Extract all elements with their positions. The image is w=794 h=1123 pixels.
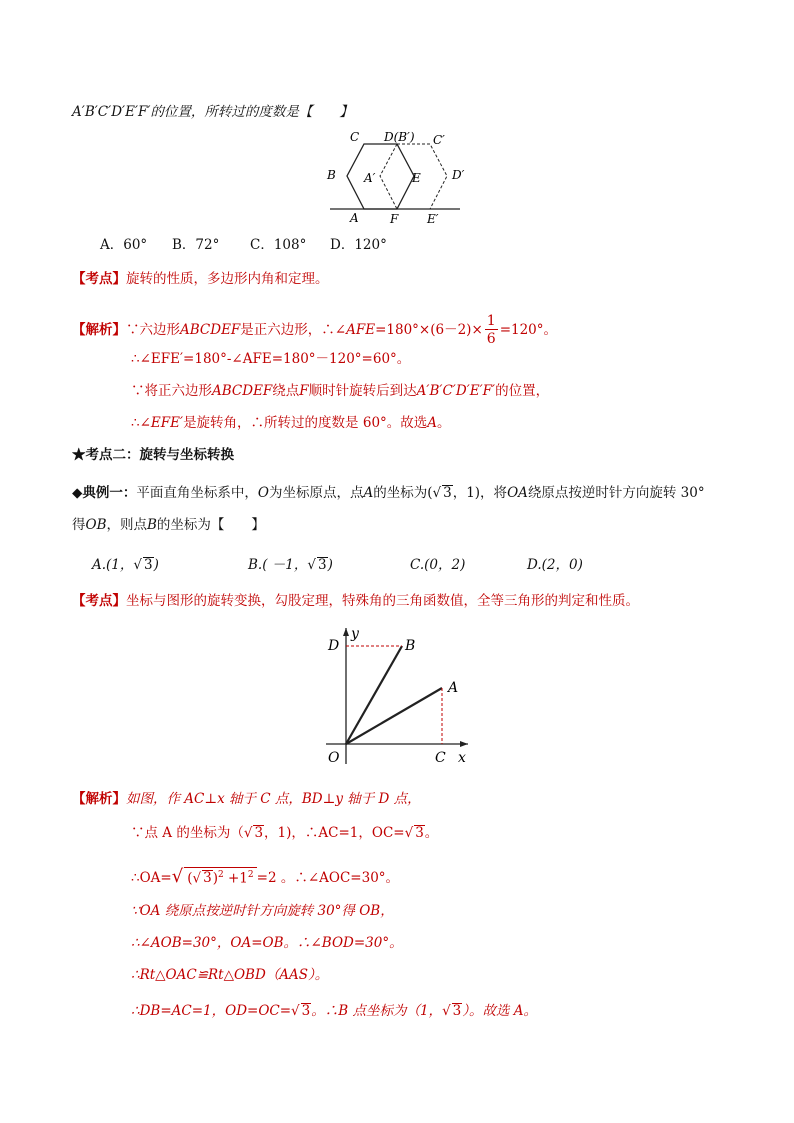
label-B: B (327, 168, 336, 182)
label-E: E (412, 171, 421, 185)
q2-option-b: B.( －1，√ 3) (248, 557, 333, 573)
q1-jiexi-line2: ∴∠EFE′=180°-∠AFE=180°－120°=60°。 (131, 351, 411, 367)
q2-jiexi-line3: ∴OA=√ (√ $3)^2 +1^2 =2$ 。∴∠AOC=30°。 (131, 866, 400, 887)
q1-option-a: A．60° (100, 237, 148, 253)
q1-jiexi-line1: 【解析】∵六边形ABCDEF是正六边形，∴∠AFE=180°×(6－2)× $\frac{1}{6}$ =120°。 (72, 313, 558, 347)
q2-jiexi-line5: ∴∠AOB=30°，OA=OB。∴∠BOD=30°。 (131, 935, 403, 951)
q2-jiexi-line7: ∴DB=AC=1，OD=OC=√ 3。∴B 点坐标为（1，√ 3）。故选 A。 (131, 1003, 538, 1019)
axis-label-y: y (351, 626, 359, 642)
label-A: A (350, 211, 359, 225)
axis-label-x: x (458, 750, 466, 766)
q1-kaodian: 【考点】旋转的性质，多边形内角和定理。 (72, 271, 329, 287)
q1-jiexi-line3: ∵将正六边形ABCDEF绕点F顺时针旋转后到达A′B′C′D′E′F′的位置， (131, 383, 550, 399)
q2-jiexi-line4: ∵OA 绕原点按逆时针方向旋转 30°得 OB， (131, 903, 394, 919)
q2-jiexi-line2: ∵点 A 的坐标为（√ 3，1)，∴AC=1，OC=√ 3。 (131, 825, 439, 841)
q2-option-a: A.(1，√ 3) (92, 557, 159, 573)
label-D: D(B′) (384, 130, 415, 144)
q2-option-d: D.(2，0) (527, 557, 583, 573)
q2-stem-line1: ◆典例一：平面直角坐标系中，O为坐标原点，点A的坐标为(√ 3，1)，将OA绕原点按逆时针方向旋转 30° (72, 485, 705, 501)
section2-heading: ★考点二：旋转与坐标转换 (72, 447, 234, 463)
q1-jiexi-line4: ∴∠EFE′是旋转角，∴所转过的度数是 60°。故选A。 (131, 415, 451, 431)
label-Ep: E′ (427, 212, 439, 226)
label-Ap: A′ (364, 171, 376, 185)
q2-stem-line2: 得OB，则点B的坐标为【 】 (72, 517, 265, 533)
label-Dp: D′ (452, 168, 465, 182)
label-C-coord: C (435, 750, 446, 766)
hexagon-rotation-figure (320, 126, 470, 230)
label-O-coord: O (328, 750, 340, 766)
q1-option-d: D．120° (330, 237, 387, 253)
q2-jiexi-line6: ∴Rt△OAC≌Rt△OBD（AAS）。 (131, 967, 329, 983)
fraction-one-sixth: $\frac{1}{6}$ (486, 313, 496, 347)
coordinate-rotation-figure (318, 622, 478, 772)
label-Cp: C′ (433, 133, 445, 147)
q2-jiexi-line1: 【解析】如图，作 AC⊥x 轴于 C 点，BD⊥y 轴于 D 点， (72, 791, 421, 807)
q1-option-b: B．72° (172, 237, 220, 253)
q1-stem-end: A′B′C′D′E′F′的位置，所转过的度数是【 】 (72, 104, 353, 120)
q2-option-c: C.(0，2) (410, 557, 466, 573)
label-C: C (350, 130, 360, 144)
label-D-coord: D (328, 638, 340, 654)
label-A-coord: A (448, 680, 459, 696)
q2-kaodian: 【考点】坐标与图形的旋转变换，勾股定理，特殊角的三角函数值，全等三角形的判定和性质。 (72, 593, 639, 609)
q1-option-c: C．108° (250, 237, 307, 253)
label-F: F (390, 212, 399, 226)
label-B-coord: B (405, 638, 416, 654)
